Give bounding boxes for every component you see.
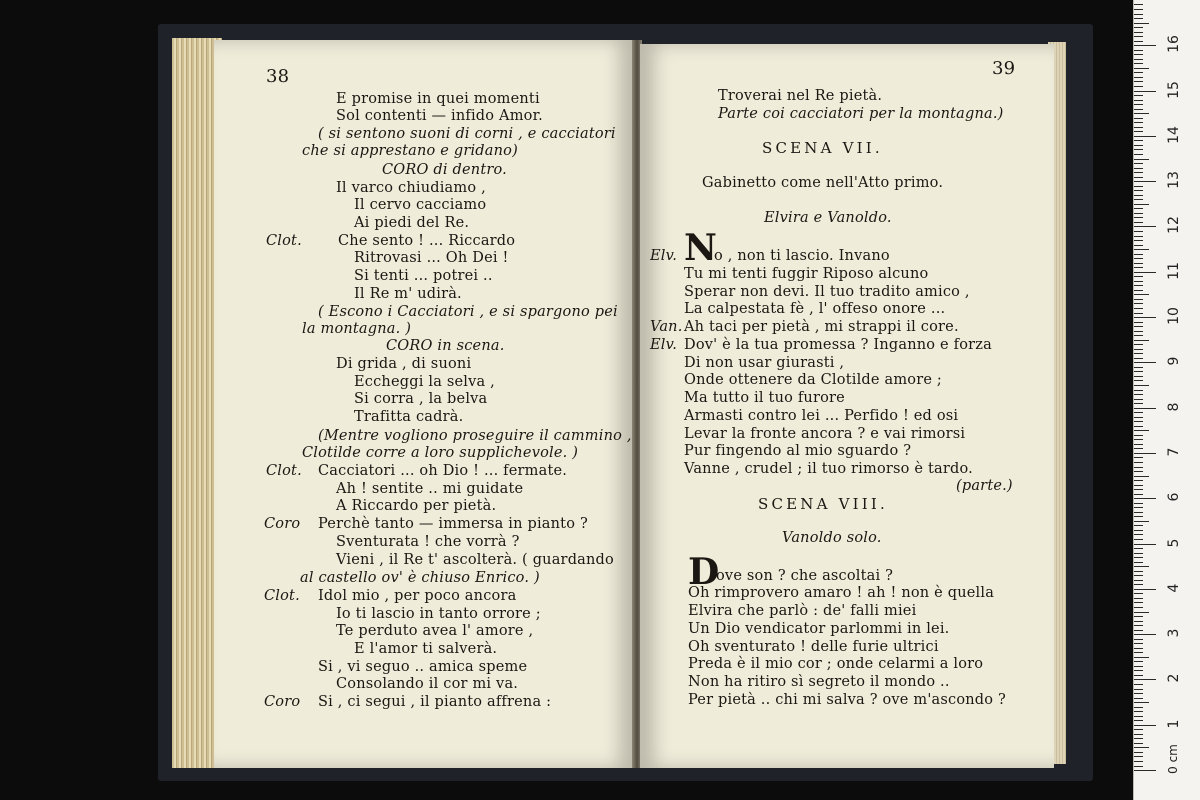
verse-line: Il cervo cacciamo [354, 197, 487, 213]
ruler-tick [1134, 770, 1156, 771]
ruler-tick [1134, 684, 1143, 685]
ruler-tick [1134, 634, 1156, 635]
speaker-label: Van. [650, 319, 683, 335]
ruler-tick [1134, 408, 1156, 409]
verse-line: o , non ti lascio. Invano [714, 248, 890, 264]
ruler-number: 7 [1166, 447, 1182, 457]
ruler-tick [1134, 118, 1143, 119]
ruler-tick [1134, 503, 1143, 504]
ruler-tick [1134, 131, 1143, 132]
ruler-tick [1134, 326, 1143, 327]
ruler-tick [1134, 607, 1143, 608]
ruler-tick [1134, 181, 1156, 182]
page-number: 39 [992, 58, 1016, 79]
ruler-tick [1134, 380, 1143, 381]
stage-direction: al castello ov' è chiuso Enrico. ) [300, 570, 540, 586]
ruler-tick [1134, 313, 1143, 314]
ruler-number: 15 [1166, 80, 1182, 99]
ruler-tick [1134, 195, 1143, 196]
verse-line: Ai piedi del Re. [354, 215, 470, 231]
ruler-tick [1134, 385, 1149, 386]
ruler-tick [1134, 602, 1143, 603]
ruler-tick [1134, 54, 1143, 55]
ruler-tick [1134, 59, 1143, 60]
stage-direction: (Mentre vogliono proseguire il cammino , [318, 428, 632, 444]
ruler-tick [1134, 679, 1156, 680]
scene-heading: SCENA VIII. [758, 495, 889, 513]
ruler-tick [1134, 163, 1143, 164]
speaker-label: Coro [264, 516, 301, 532]
ruler-tick [1134, 145, 1143, 146]
character-list: Elvira e Vanoldo. [764, 210, 892, 226]
ruler-tick [1134, 639, 1143, 640]
ruler-tick [1134, 548, 1143, 549]
ruler-tick [1134, 467, 1143, 468]
ruler-number: 14 [1166, 125, 1182, 144]
ruler-tick [1134, 439, 1143, 440]
verse-line: Per pietà .. chi mi salva ? ove m'ascondo ? [688, 692, 1007, 708]
ruler-number: 3 [1166, 628, 1182, 638]
ruler-tick [1134, 571, 1143, 572]
verse-line: Perchè tanto — immersa in pianto ? [318, 516, 588, 532]
ruler-tick [1134, 566, 1149, 567]
verse-line: La calpestata fè , l' offeso onore ... [684, 301, 946, 317]
verse-line: Troverai nel Re pietà. [718, 88, 883, 104]
ruler-tick [1134, 426, 1143, 427]
ruler-tick [1134, 217, 1143, 218]
ruler-tick [1134, 208, 1143, 209]
ruler-tick [1134, 245, 1143, 246]
ruler-tick [1134, 661, 1143, 662]
ruler-tick [1134, 584, 1143, 585]
ruler-tick [1134, 766, 1143, 767]
ruler-tick [1134, 494, 1143, 495]
ruler-tick [1134, 14, 1143, 15]
ruler-tick [1134, 711, 1143, 712]
ruler-tick [1134, 743, 1143, 744]
ruler-tick [1134, 539, 1143, 540]
ruler-tick [1134, 68, 1149, 69]
ruler-tick [1134, 689, 1143, 690]
ruler-tick [1134, 485, 1143, 486]
ruler-tick [1134, 23, 1149, 24]
verse-line: Idol mio , per poco ancora [318, 588, 517, 604]
ruler-tick [1134, 480, 1143, 481]
verse-line: Preda è il mio cor ; onde celarmi a loro [688, 656, 984, 672]
ruler-tick [1134, 254, 1143, 255]
ruler-tick [1134, 412, 1143, 413]
stage-direction: Parte coi cacciatori per la montagna.) [718, 106, 1004, 122]
ruler-number: 4 [1166, 583, 1182, 593]
stage-direction: che si apprestano e gridano) [302, 143, 518, 159]
ruler-tick [1134, 226, 1156, 227]
verse-line: Consolando il cor mi va. [336, 676, 519, 692]
ruler-tick [1134, 331, 1143, 332]
ruler-tick [1134, 747, 1149, 748]
ruler-tick [1134, 335, 1143, 336]
ruler-number: 9 [1166, 356, 1182, 366]
ruler-tick [1134, 612, 1149, 613]
ruler-tick [1134, 435, 1143, 436]
ruler-tick [1134, 598, 1143, 599]
verse-line: Armasti contro lei ... Perfido ! ed osi [684, 408, 959, 424]
ruler-tick [1134, 593, 1143, 594]
verse-line: Non ha ritiro sì segreto il mondo .. [688, 674, 950, 690]
ruler-tick [1134, 63, 1143, 64]
ruler-tick [1134, 213, 1143, 214]
page-number: 38 [266, 66, 290, 87]
ruler-tick [1134, 553, 1143, 554]
chorus-heading: CORO di dentro. [382, 162, 507, 178]
ruler-tick [1134, 303, 1143, 304]
left-page [214, 40, 634, 768]
ruler-tick [1134, 186, 1143, 187]
drop-capital: D [688, 551, 720, 593]
ruler-tick [1134, 231, 1143, 232]
ruler-tick [1134, 353, 1143, 354]
ruler-tick [1134, 362, 1156, 363]
ruler-number: 6 [1166, 492, 1182, 502]
verse-line: Ritrovasi ... Oh Dei ! [354, 250, 509, 266]
ruler-tick [1134, 272, 1156, 273]
ruler-tick [1134, 457, 1143, 458]
ruler-tick [1134, 81, 1143, 82]
ruler-tick [1134, 716, 1143, 717]
ruler-tick [1134, 159, 1149, 160]
ruler-tick [1134, 462, 1143, 463]
verse-line: Eccheggi la selva , [354, 374, 495, 390]
ruler-tick [1134, 127, 1143, 128]
ruler-tick [1134, 322, 1143, 323]
verse-line: Vieni , il Re t' ascolterà. ( guardando [336, 552, 614, 568]
verse-line: Pur fingendo al mio sguardo ? [684, 443, 912, 459]
ruler-tick [1134, 630, 1143, 631]
verse-line: A Riccardo per pietà. [336, 498, 497, 514]
ruler-tick [1134, 507, 1143, 508]
ruler-tick [1134, 729, 1143, 730]
ruler-tick [1134, 702, 1149, 703]
ruler-tick [1134, 109, 1143, 110]
ruler-number: 12 [1166, 216, 1182, 235]
ruler-tick [1134, 9, 1143, 10]
ruler-tick [1134, 657, 1149, 658]
ruler-tick [1134, 376, 1143, 377]
verse-line: Dov' è la tua promessa ? Inganno e forza [684, 337, 992, 353]
ruler-tick [1134, 521, 1149, 522]
ruler-tick [1134, 476, 1149, 477]
ruler-tick [1134, 249, 1149, 250]
ruler-tick [1134, 625, 1143, 626]
verse-line: Si , vi seguo .. amica speme [318, 659, 528, 675]
ruler-tick [1134, 100, 1143, 101]
ruler-tick [1134, 734, 1143, 735]
ruler-tick [1134, 390, 1143, 391]
verse-line: Ah ! sentite .. mi guidate [336, 481, 524, 497]
ruler-tick [1134, 707, 1143, 708]
ruler-tick [1134, 738, 1143, 739]
verse-line: Trafitta cadrà. [354, 409, 464, 425]
verse-line: E l'amor ti salverà. [354, 641, 498, 657]
verse-line: Oh sventurato ! delle furie ultrici [688, 639, 939, 655]
ruler-tick [1134, 575, 1143, 576]
verse-line: Si , ci segui , il pianto affrena : [318, 694, 552, 710]
ruler-tick [1134, 498, 1156, 499]
ruler-tick [1134, 648, 1143, 649]
setting-line: Gabinetto come nell'Atto primo. [702, 175, 944, 191]
ruler-tick [1134, 752, 1143, 753]
ruler-number: 16 [1166, 35, 1182, 54]
ruler-tick [1134, 643, 1143, 644]
ruler-tick [1134, 616, 1143, 617]
verse-line: Vanne , crudel ; il tuo rimorso è tardo. [684, 461, 973, 477]
ruler-tick [1134, 4, 1143, 5]
verse-line: Ah taci per pietà , mi strappi il core. [684, 319, 959, 335]
ruler-tick [1134, 675, 1143, 676]
ruler-tick [1134, 580, 1143, 581]
ruler-tick [1134, 349, 1143, 350]
ruler-tick [1134, 394, 1143, 395]
ruler-tick [1134, 290, 1143, 291]
verse-line: Di non usar giurasti , [684, 355, 845, 371]
ruler-tick [1134, 240, 1143, 241]
verse-line: Sperar non devi. Il tuo tradito amico , [684, 284, 970, 300]
ruler-tick [1134, 340, 1149, 341]
ruler-tick [1134, 222, 1143, 223]
ruler-tick [1134, 276, 1143, 277]
ruler-tick [1134, 267, 1143, 268]
ruler-tick [1134, 453, 1156, 454]
verse-line: ove son ? che ascoltai ? [716, 568, 894, 584]
stage-direction: ( Escono i Cacciatori , e si spargono pei [318, 304, 618, 320]
ruler-number: 13 [1166, 171, 1182, 190]
speaker-label: Coro [264, 694, 301, 710]
verse-line: Che sento ! ... Riccardo [338, 233, 516, 249]
scene-heading: SCENA VII. [762, 139, 883, 157]
ruler-tick [1134, 72, 1143, 73]
speaker-label: Clot. [266, 233, 302, 249]
ruler-number: 8 [1166, 402, 1182, 412]
ruler-tick [1134, 367, 1143, 368]
verse-line: E promise in quei momenti [336, 91, 540, 107]
verse-line: Onde ottenere da Clotilde amore ; [684, 372, 943, 388]
ruler-tick [1134, 344, 1143, 345]
verse-line: Si tenti ... potrei .. [354, 268, 493, 284]
ruler-tick [1134, 154, 1143, 155]
ruler-tick [1134, 562, 1143, 563]
ruler-tick [1134, 371, 1143, 372]
ruler-tick [1134, 444, 1143, 445]
stage-direction: la montagna. ) [302, 321, 412, 337]
measurement-ruler [1133, 0, 1200, 800]
ruler-tick [1134, 45, 1156, 46]
drop-capital: N [684, 227, 717, 269]
ruler-number: 11 [1166, 261, 1182, 280]
verse-line: Il Re m' udirà. [354, 286, 462, 302]
ruler-tick [1134, 720, 1143, 721]
ruler-tick [1134, 190, 1143, 191]
ruler-tick [1134, 430, 1149, 431]
ruler-tick [1134, 140, 1143, 141]
ruler-tick [1134, 86, 1143, 87]
ruler-tick [1134, 299, 1143, 300]
ruler-tick [1134, 50, 1143, 51]
ruler-tick [1134, 448, 1143, 449]
ruler-tick [1134, 512, 1143, 513]
ruler-tick [1134, 403, 1143, 404]
ruler-tick [1134, 149, 1143, 150]
ruler-number: 5 [1166, 538, 1182, 547]
ruler-tick [1134, 698, 1143, 699]
ruler-tick [1134, 670, 1143, 671]
verse-line: Ma tutto il tuo furore [684, 390, 845, 406]
ruler-tick [1134, 489, 1143, 490]
ruler-tick [1134, 258, 1143, 259]
ruler-tick [1134, 177, 1143, 178]
stage-direction: Clotilde corre a loro supplichevole. ) [302, 445, 579, 461]
chorus-heading: CORO in scena. [386, 338, 505, 354]
ruler-tick [1134, 471, 1143, 472]
ruler-tick [1134, 113, 1149, 114]
character-list: Vanoldo solo. [782, 530, 882, 546]
ruler-tick [1134, 104, 1143, 105]
speaker-label: Elv. [650, 337, 678, 353]
verse-line: Tu mi tenti fuggir Riposo alcuno [684, 266, 929, 282]
ruler-tick [1134, 199, 1143, 200]
verse-line: Elvira che parlò : de' falli miei [688, 603, 917, 619]
speaker-label: Clot. [266, 463, 302, 479]
ruler-tick [1134, 725, 1156, 726]
ruler-number: 2 [1166, 673, 1182, 683]
verse-line: Si corra , la belva [354, 391, 488, 407]
right-page [640, 44, 1054, 768]
ruler-tick [1134, 122, 1143, 123]
ruler-tick [1134, 91, 1156, 92]
ruler-tick [1134, 263, 1143, 264]
ruler-tick [1134, 693, 1143, 694]
speaker-label: Elv. [650, 248, 678, 264]
ruler-tick [1134, 534, 1143, 535]
verse-line: Di grida , di suoni [336, 356, 472, 372]
verse-line: Sol contenti — infido Amor. [336, 108, 543, 124]
verse-line: Il varco chiudiamo , [336, 180, 486, 196]
ruler-tick [1134, 281, 1143, 282]
verse-line: Te perduto avea l' amore , [336, 623, 534, 639]
stage-direction: (parte.) [956, 478, 1013, 494]
ruler-tick [1134, 204, 1149, 205]
ruler-tick [1134, 756, 1143, 757]
verse-line: Cacciatori ... oh Dio ! ... fermate. [318, 463, 568, 479]
ruler-tick [1134, 77, 1143, 78]
verse-line: Oh rimprovero amaro ! ah ! non è quella [688, 585, 995, 601]
ruler-tick [1134, 95, 1143, 96]
verse-line: Io ti lascio in tanto orrore ; [336, 606, 541, 622]
ruler-tick [1134, 32, 1143, 33]
ruler-tick [1134, 525, 1143, 526]
ruler-tick [1134, 236, 1143, 237]
ruler-tick [1134, 18, 1143, 19]
ruler-tick [1134, 666, 1143, 667]
ruler-tick [1134, 589, 1156, 590]
ruler-tick [1134, 761, 1143, 762]
ruler-tick [1134, 36, 1143, 37]
ruler-tick [1134, 516, 1143, 517]
ruler-tick [1134, 417, 1143, 418]
ruler-tick [1134, 421, 1143, 422]
ruler-tick [1134, 172, 1143, 173]
ruler-tick [1134, 621, 1143, 622]
ruler-tick [1134, 294, 1149, 295]
ruler-tick [1134, 544, 1156, 545]
speaker-label: Clot. [264, 588, 300, 604]
ruler-tick [1134, 27, 1143, 28]
verse-line: Levar la fronte ancora ? e vai rimorsi [684, 426, 966, 442]
ruler-tick [1134, 168, 1143, 169]
ruler-tick [1134, 308, 1143, 309]
ruler-tick [1134, 652, 1143, 653]
ruler-number: 1 [1166, 719, 1182, 729]
ruler-tick [1134, 358, 1143, 359]
stage-direction: ( si sentono suoni di corni , e cacciatori [318, 126, 616, 142]
ruler-number: 10 [1166, 307, 1182, 325]
verse-line: Un Dio vendicator parlommi in lei. [688, 621, 950, 637]
ruler-tick [1134, 285, 1143, 286]
verse-line: Sventurata ! che vorrà ? [336, 534, 520, 550]
ruler-tick [1134, 530, 1143, 531]
ruler-unit-label: 0 cm [1165, 744, 1180, 774]
ruler-tick [1134, 557, 1143, 558]
ruler-tick [1134, 317, 1156, 318]
ruler-tick [1134, 136, 1156, 137]
ruler-tick [1134, 399, 1143, 400]
ruler-tick [1134, 41, 1143, 42]
